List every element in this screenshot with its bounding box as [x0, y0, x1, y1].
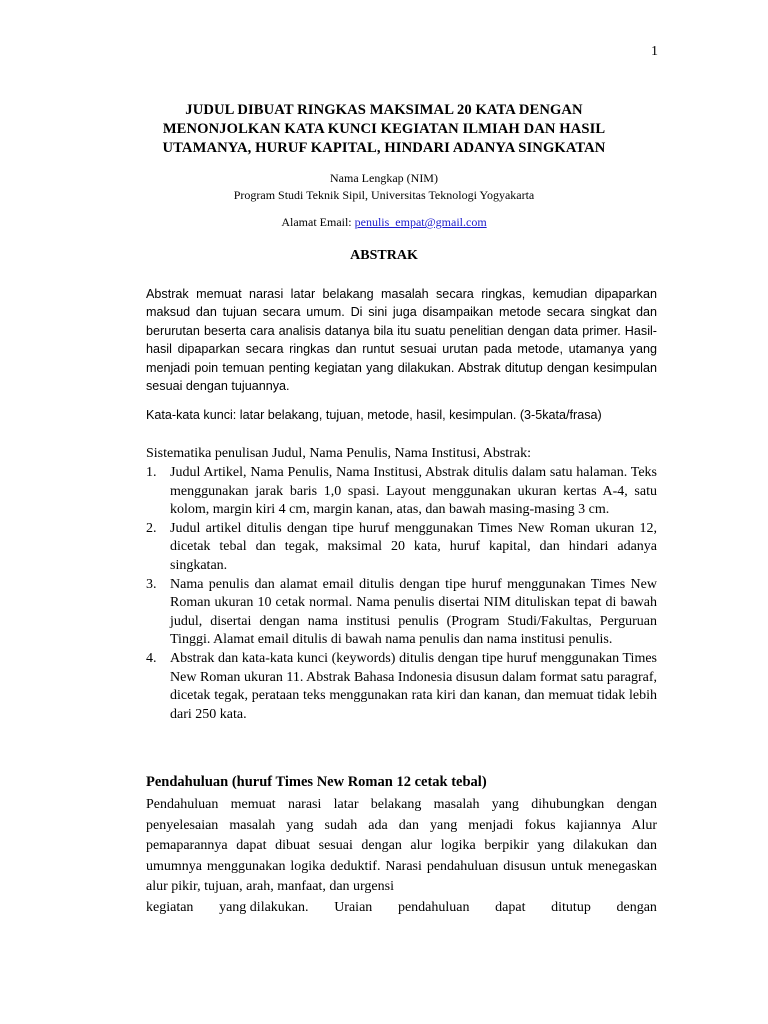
list-number: 3. — [146, 576, 157, 592]
introduction-heading: Pendahuluan (huruf Times New Roman 12 cetak tebal) — [146, 774, 487, 790]
list-number: 1. — [146, 465, 157, 480]
word: pendahuluan — [397, 899, 470, 915]
word: dapat — [495, 899, 526, 915]
introduction-text: Pendahuluan memuat narasi latar belakang masalah yang dihubungkan dengan penyelesaian masalah yang sudah ada dan yang menjadi fokus kajiannya Alur pemaparannya dapat dibuat sesuai dengan alur logika berpikir yang dilakukan dan umumnya menggunakan logika deduktif. Narasi pendahuluan disusun untuk menegaskan alur pikir, tujuan, arah, manfaat, dan urgensi — [146, 797, 657, 894]
email-link[interactable]: penulis_empat@gmail.com — [354, 215, 487, 229]
list-item — [146, 650, 657, 724]
list-text: Abstrak dan kata-kata kunci (keywords) ditulis dengan tipe huruf menggunakan Times New Roman ukuran 11. Abstrak Bahasa Indonesia disusun dalam format satu paragraf, dicetak tegak, perataan teks menggunakan rata kiri dan kanan, dan memuat tidak lebih dari 250 kata. — [170, 650, 657, 722]
list-text: Judul artikel ditulis dengan tipe huruf menggunakan Times New Roman ukuran 12, dicetak tebal dan tegak, maksimal 20 kata, huruf kapital, dan hindari adanya singkatan. — [170, 520, 657, 573]
abstract-heading: ABSTRAK — [350, 248, 418, 263]
email-label: Alamat Email: — [281, 215, 355, 229]
email-line — [146, 215, 622, 230]
title-line: UTAMANYA, HURUF KAPITAL, HINDARI ADANYA SINGKATAN — [162, 140, 606, 156]
list-item — [146, 464, 657, 520]
abstract-body: Abstrak memuat narasi latar belakang masalah secara ringkas, kemudian dipaparkan maksud dan tujuan secara umum. Di sini juga disampaikan metode secara singkat dan berurutan beserta cara analisis datanya bila itu suatu penelitian dengan data primer. Hasil-hasil dipaparkan secara ringkas dan runtut sesuai urutan pada metode, utamanya yang menjadi poin temuan penting kegiatan yang dilakukan. Abstrak ditutup dengan kesimpulan sesuai dengan tujuannya. — [146, 287, 657, 394]
word: kegiatan — [146, 899, 194, 915]
guidelines-intro: Sistematika penulisan Judul, Nama Penulis, Nama Institusi, Abstrak: — [146, 446, 531, 461]
word: yang dilakukan. — [219, 899, 309, 915]
guidelines-list — [146, 464, 657, 724]
title-line: MENONJOLKAN KATA KUNCI KEGIATAN ILMIAH DAN HASIL — [162, 121, 606, 137]
author-block — [146, 170, 622, 204]
list-text: Judul Artikel, Nama Penulis, Nama Institusi, Abstrak ditulis dalam satu halaman. Teks menggunakan jarak baris 1,0 spasi. Layout menggunakan ukuran kertas A-4, satu kolom, margin kiri 4 cm, margin kanan, atas, dan bawah masing-masing 3 cm. — [170, 465, 657, 518]
keywords: Kata-kata kunci: latar belakang, tujuan, metode, hasil, kesimpulan. (3-5kata/frasa) — [146, 408, 602, 422]
introduction-last-line — [146, 898, 657, 919]
paper-title — [130, 101, 638, 158]
word: Uraian — [334, 899, 373, 915]
introduction-body — [146, 795, 657, 918]
page-number: 1 — [651, 44, 658, 59]
author-name: Nama Lengkap (NIM) — [330, 171, 438, 185]
author-affiliation: Program Studi Teknik Sipil, Universitas Teknologi Yogyakarta — [233, 188, 535, 202]
word: ditutup — [551, 899, 591, 915]
list-item — [146, 576, 657, 650]
word: dengan — [616, 899, 657, 915]
list-item — [146, 520, 657, 576]
list-number: 4. — [146, 650, 157, 666]
title-line: JUDUL DIBUAT RINGKAS MAKSIMAL 20 KATA DENGAN — [185, 102, 583, 118]
list-text: Nama penulis dan alamat email ditulis dengan tipe huruf menggunakan Times New Roman ukuran 10 cetak normal. Nama penulis disertai NIM dituliskan tepat di bawah judul, disertai dengan nama institusi penulis (Program Studi/Fakultas, Perguruan Tinggi. Alamat email ditulis di bawah nama penulis dan nama institusi penulis. — [170, 576, 657, 648]
list-number: 2. — [146, 520, 157, 536]
